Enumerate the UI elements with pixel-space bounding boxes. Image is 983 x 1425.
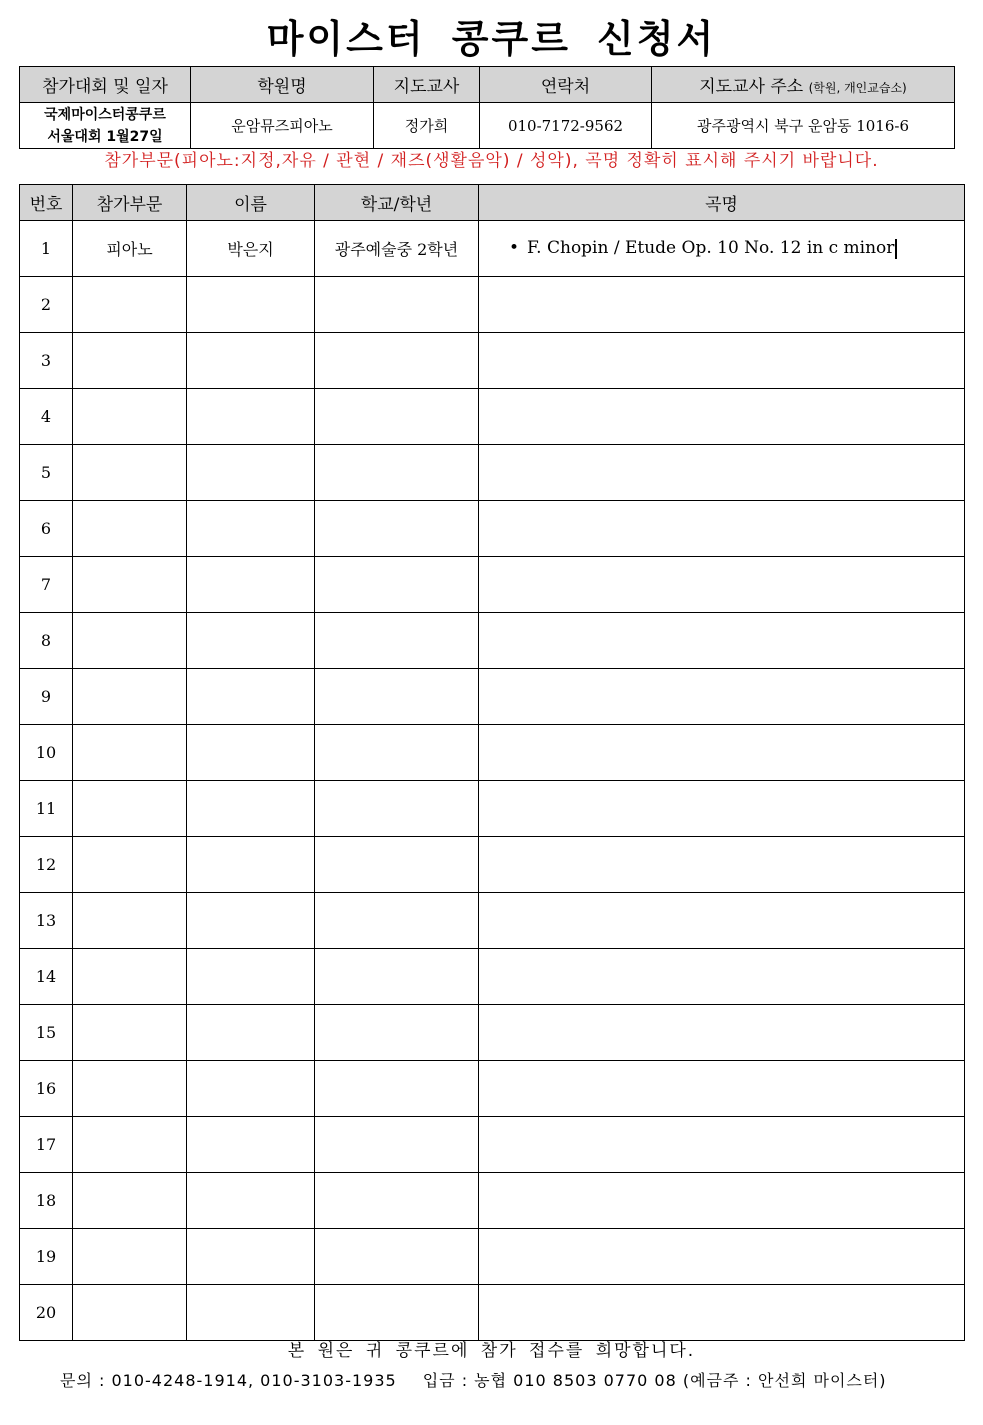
song-cell[interactable] (479, 445, 965, 501)
song-cell[interactable] (479, 669, 965, 725)
header-song: 곡명 (479, 185, 965, 221)
row-number: 15 (20, 1005, 73, 1061)
row-number: 2 (20, 277, 73, 333)
header-address-note: (학원, 개인교습소) (808, 81, 907, 95)
row-number: 11 (20, 781, 73, 837)
school-cell[interactable] (315, 333, 479, 389)
song-cell[interactable] (479, 1285, 965, 1341)
category-cell[interactable] (73, 1285, 187, 1341)
info-value-row (20, 103, 955, 149)
song-cell[interactable] (479, 893, 965, 949)
name-cell[interactable] (187, 1117, 315, 1173)
contact-field[interactable]: 010-7172-9562 (480, 103, 652, 149)
row-number: 20 (20, 1285, 73, 1341)
contact-footer (60, 1368, 960, 1394)
school-cell[interactable] (315, 837, 479, 893)
contest-name: 국제마이스터콩쿠르 (44, 106, 166, 123)
name-cell[interactable] (187, 893, 315, 949)
school-cell[interactable] (315, 1117, 479, 1173)
table-row (20, 501, 965, 557)
header-address (652, 67, 955, 103)
table-row (20, 837, 965, 893)
table-row (20, 221, 965, 277)
school-cell[interactable] (315, 445, 479, 501)
table-row (20, 725, 965, 781)
academy-field[interactable]: 운암뮤즈피아노 (191, 103, 374, 149)
contest-cell[interactable] (20, 103, 191, 149)
song-cell[interactable] (479, 333, 965, 389)
name-cell[interactable] (187, 669, 315, 725)
row-number: 5 (20, 445, 73, 501)
category-cell[interactable] (73, 949, 187, 1005)
name-cell[interactable] (187, 1173, 315, 1229)
contest-date: 서울대회 1월27일 (47, 128, 163, 145)
info-header-row (20, 67, 955, 103)
category-cell[interactable] (73, 501, 187, 557)
category-cell[interactable]: 피아노 (73, 221, 187, 277)
school-cell[interactable]: 광주예술중 2학년 (315, 221, 479, 277)
header-category: 참가부문 (73, 185, 187, 221)
category-cell[interactable] (73, 893, 187, 949)
song-title: F. Chopin / Etude Op. 10 No. 12 in c minor (527, 238, 895, 259)
table-row (20, 1061, 965, 1117)
name-cell[interactable] (187, 557, 315, 613)
name-cell[interactable] (187, 333, 315, 389)
table-row (20, 781, 965, 837)
category-cell[interactable] (73, 277, 187, 333)
row-number: 10 (20, 725, 73, 781)
row-number: 18 (20, 1173, 73, 1229)
song-cell[interactable] (479, 949, 965, 1005)
category-cell[interactable] (73, 333, 187, 389)
table-row (20, 557, 965, 613)
entries-table (19, 184, 965, 1341)
name-cell[interactable] (187, 837, 315, 893)
school-cell[interactable] (315, 613, 479, 669)
category-cell[interactable] (73, 1061, 187, 1117)
row-number: 8 (20, 613, 73, 669)
entries-header-row (20, 185, 965, 221)
school-cell[interactable] (315, 1173, 479, 1229)
row-number: 13 (20, 893, 73, 949)
school-cell[interactable] (315, 1005, 479, 1061)
table-row (20, 949, 965, 1005)
name-cell[interactable] (187, 277, 315, 333)
song-cell[interactable] (479, 613, 965, 669)
category-cell[interactable] (73, 557, 187, 613)
form-title: 마이스터 콩쿠르 신청서 (266, 17, 717, 61)
address-field[interactable]: 광주광역시 북구 운암동 1016-6 (652, 103, 955, 149)
row-number: 19 (20, 1229, 73, 1285)
header-name: 이름 (187, 185, 315, 221)
table-row (20, 277, 965, 333)
school-cell[interactable] (315, 949, 479, 1005)
table-row (20, 613, 965, 669)
teacher-field[interactable]: 정가희 (374, 103, 480, 149)
song-cell[interactable] (479, 1005, 965, 1061)
song-cell[interactable] (479, 1173, 965, 1229)
name-cell[interactable] (187, 949, 315, 1005)
name-cell[interactable] (187, 1005, 315, 1061)
table-row (20, 1229, 965, 1285)
name-cell[interactable] (187, 613, 315, 669)
row-number: 3 (20, 333, 73, 389)
table-row (20, 1285, 965, 1341)
song-cell[interactable] (479, 389, 965, 445)
table-row (20, 893, 965, 949)
name-cell[interactable] (187, 389, 315, 445)
school-cell[interactable] (315, 277, 479, 333)
category-cell[interactable] (73, 1173, 187, 1229)
header-teacher: 지도교사 (374, 67, 480, 103)
table-row (20, 1005, 965, 1061)
category-cell[interactable] (73, 837, 187, 893)
row-number: 4 (20, 389, 73, 445)
song-cell[interactable] (479, 781, 965, 837)
name-cell[interactable] (187, 1061, 315, 1117)
song-cell[interactable] (479, 557, 965, 613)
song-cell[interactable] (479, 837, 965, 893)
category-cell[interactable] (73, 445, 187, 501)
category-cell[interactable] (73, 669, 187, 725)
song-cell[interactable] (479, 501, 965, 557)
category-cell[interactable] (73, 1117, 187, 1173)
song-cell[interactable] (479, 1117, 965, 1173)
header-school: 학교/학년 (315, 185, 479, 221)
category-cell[interactable] (73, 389, 187, 445)
applicant-info-table (19, 66, 955, 149)
table-row (20, 389, 965, 445)
school-cell[interactable] (315, 893, 479, 949)
row-number: 6 (20, 501, 73, 557)
school-cell[interactable] (315, 1061, 479, 1117)
header-address-label: 지도교사 주소 (699, 77, 804, 97)
header-contact: 연락처 (480, 67, 652, 103)
table-row (20, 445, 965, 501)
school-cell[interactable] (315, 1229, 479, 1285)
table-row (20, 1173, 965, 1229)
school-cell[interactable] (315, 669, 479, 725)
name-cell[interactable] (187, 1229, 315, 1285)
name-cell[interactable] (187, 781, 315, 837)
text-cursor-icon (895, 239, 897, 259)
song-cell[interactable] (479, 1229, 965, 1285)
category-cell[interactable] (73, 1229, 187, 1285)
header-number: 번호 (20, 185, 73, 221)
name-cell[interactable] (187, 1285, 315, 1341)
table-row (20, 669, 965, 725)
school-cell[interactable] (315, 501, 479, 557)
deposit-text: 입금 : 농협 010 8503 0770 08 (예금주 : 안선희 마이스터) (422, 1371, 887, 1390)
row-number: 7 (20, 557, 73, 613)
notice-text: 참가부문(피아노:지정,자유 / 관현 / 재즈(생활음악) / 성악), 곡명 정확히 표시해 주시기 바랍니다. (104, 151, 879, 171)
song-cell[interactable] (479, 1061, 965, 1117)
table-row (20, 1117, 965, 1173)
school-cell[interactable] (315, 725, 479, 781)
category-cell[interactable] (73, 781, 187, 837)
category-cell[interactable] (73, 725, 187, 781)
application-statement: 본 원은 귀 콩쿠르에 참가 접수를 희망합니다. (287, 1341, 696, 1361)
school-cell[interactable] (315, 557, 479, 613)
row-number: 14 (20, 949, 73, 1005)
school-cell[interactable] (315, 781, 479, 837)
table-row (20, 333, 965, 389)
song-cell[interactable] (479, 221, 965, 277)
category-cell[interactable] (73, 613, 187, 669)
row-number: 12 (20, 837, 73, 893)
inquiry-text: 문의 : 010-4248-1914, 010-3103-1935 (60, 1371, 397, 1390)
row-number: 17 (20, 1117, 73, 1173)
row-number: 1 (20, 221, 73, 277)
name-cell[interactable] (187, 445, 315, 501)
name-cell[interactable] (187, 725, 315, 781)
header-academy: 학원명 (191, 67, 374, 103)
name-cell[interactable] (187, 501, 315, 557)
row-number: 16 (20, 1061, 73, 1117)
category-cell[interactable] (73, 1005, 187, 1061)
bullet-icon: • (509, 238, 520, 259)
name-cell[interactable]: 박은지 (187, 221, 315, 277)
school-cell[interactable] (315, 1285, 479, 1341)
school-cell[interactable] (315, 389, 479, 445)
song-cell[interactable] (479, 277, 965, 333)
song-cell[interactable] (479, 725, 965, 781)
header-contest: 참가대회 및 일자 (20, 67, 191, 103)
row-number: 9 (20, 669, 73, 725)
